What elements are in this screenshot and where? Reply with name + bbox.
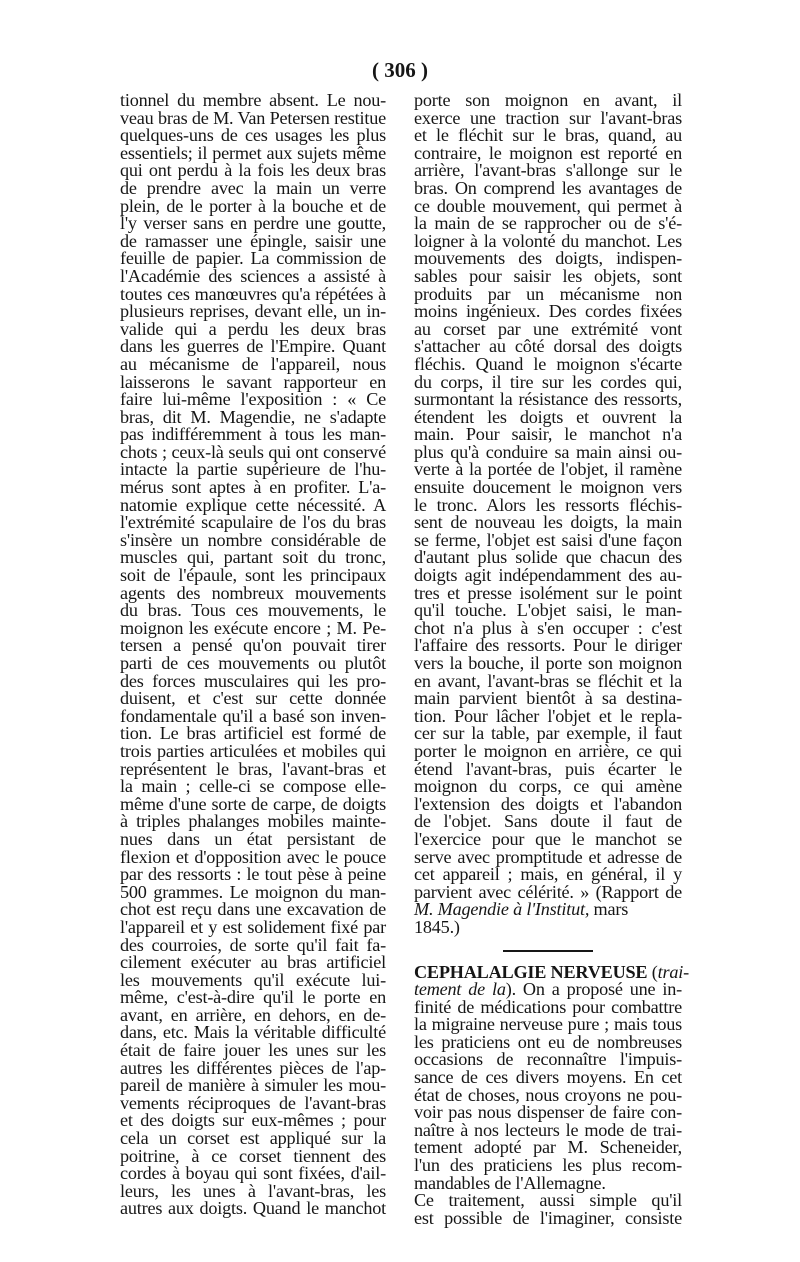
text-line: et des doigts sur eux-mêmes ; pour — [120, 1110, 386, 1131]
text-line: autres les différentes pièces de l'ap- — [120, 1057, 386, 1078]
text-line: tionnel du membre absent. Le nou- — [120, 90, 386, 110]
text-line: l'exercice pour que le manchot se — [414, 828, 682, 849]
text-line: plusieurs reprises, devant elle, un in- — [120, 301, 386, 322]
text-line: état de choses, nous croyons ne pou- — [414, 1084, 682, 1105]
text-line: du corps, il tire sur les cordes qui, — [414, 371, 682, 392]
text-line: sables pour saisir les objets, sont — [414, 265, 682, 286]
text-line: l'affaire des ressorts. Pour le diriger — [414, 635, 682, 656]
text-line: mouvements des doigts, indispen- — [414, 248, 682, 269]
text-line: qu'il touche. L'objet saisi, le man- — [414, 600, 682, 621]
section-subtitle-cont: tement de la — [414, 979, 506, 1000]
text-line: natomie explique cette nécessité. A — [120, 494, 386, 515]
text-line: tersen a pensé qu'on pouvait tirer — [120, 635, 386, 656]
section-subtitle-open: ( — [647, 961, 658, 982]
text-line: soit de l'épaule, sont les principaux — [120, 565, 386, 586]
text-line: autres aux doigts. Quand le manchot — [120, 1198, 386, 1219]
text-line: loigner à la volonté du manchot. Les — [414, 230, 682, 251]
section-body — [414, 996, 682, 1228]
text-line: doigts agit indépendamment des au- — [414, 565, 682, 586]
text-line: des courroies, de sorte qu'il fait fa- — [120, 934, 386, 955]
text-line: porte son moignon en avant, il — [414, 90, 682, 110]
text-line: toutes ces manœuvres qu'a répétées à — [120, 283, 386, 304]
text-line: même, c'est-à-dire qu'il le porte en — [120, 987, 386, 1008]
text-line: faire lui-même l'exposition : « Ce — [120, 389, 386, 410]
text-line: verte à la portée de l'objet, il ramène — [414, 459, 682, 480]
citation-tail: mars — [589, 899, 629, 920]
citation-year: 1845.) — [414, 916, 460, 937]
text-line: l'extension des doigts et l'abandon — [414, 793, 682, 814]
text-line: main. Pour saisir, le manchot n'a — [414, 424, 682, 445]
text-line: l'extrémité scapulaire de l'os du bras — [120, 512, 386, 533]
text-line: de ramasser une épingle, saisir une — [120, 230, 386, 251]
text-line: vements réciproques de l'avant-bras — [120, 1092, 386, 1113]
text-line: de prendre avec la main un verre — [120, 177, 386, 198]
text-line: naître à nos lecteurs le mode de trai- — [414, 1119, 682, 1140]
text-line: représentent le bras, l'avant-bras et — [120, 758, 386, 779]
text-line: chot n'a plus à s'en occuper : c'est — [414, 617, 682, 638]
text-line: et le fléchit sur le bras, quand, au — [414, 125, 682, 146]
text-line: l'un des praticiens les plus recom- — [414, 1155, 682, 1176]
text-line: cordes à boyau qui sont fixées, d'ail- — [120, 1163, 386, 1184]
text-line: parvient avec célérité. » (Rapport de — [414, 881, 682, 902]
text-line: dans, etc. Mais la véritable difficulté — [120, 1022, 386, 1043]
text-line: intacte la partie supérieure de l'hu- — [120, 459, 386, 480]
text-line: étendent les doigts et ouvrent la — [414, 406, 682, 427]
text-line: produits par un mécanisme non — [414, 283, 682, 304]
text-line: voir pas nous dispenser de faire con- — [414, 1102, 682, 1123]
text-line: était de faire jouer les unes sur les — [120, 1040, 386, 1061]
text-line: feuille de papier. La commission de — [120, 248, 386, 269]
text-line: chots ; ceux-là seuls qui ont conservé — [120, 441, 386, 462]
text-line: la main ; celle-ci se compose elle- — [120, 776, 386, 797]
text-line: sent de nouveau les doigts, la main — [414, 512, 682, 533]
text-line: main parvient bientôt à sa destina- — [414, 688, 682, 709]
text-line: s'insère un nombre considérable de — [120, 529, 386, 550]
text-line: se ferme, l'objet est saisi d'une façon — [414, 529, 682, 550]
text-line: mandables de l'Allemagne. — [414, 1172, 606, 1193]
text-line: la main de se rapprocher ou de s'é- — [414, 213, 682, 234]
text-line: ce double mouvement, qui permet à — [414, 195, 682, 216]
right-column — [414, 90, 689, 1228]
text-line: en avant, l'avant-bras se fléchit et la — [414, 670, 682, 691]
text-line: Ce traitement, aussi simple qu'il — [414, 1190, 682, 1211]
text-line: tion. Le bras artificiel est formé de — [120, 723, 386, 744]
text-line: bras. On comprend les avantages de — [414, 177, 682, 198]
text-line: parti de ces mouvements ou plutôt — [120, 653, 386, 673]
text-line: trois parties articulées et mobiles qui — [120, 740, 386, 761]
text-line: même d'une sorte de carpe, de doigts — [120, 793, 386, 814]
text-line: avant, en arrière, en dehors, en de- — [120, 1004, 386, 1025]
section-subtitle: trai- — [657, 961, 689, 982]
text-line: exerce une traction sur l'avant-bras — [414, 107, 682, 128]
right-column-continuation — [414, 92, 682, 901]
text-line: 500 grammes. Le moignon du man- — [120, 881, 386, 902]
text-line: porter le moignon en arrière, ce qui — [414, 740, 682, 761]
text-line: veau bras de M. Van Petersen restitue — [120, 107, 386, 128]
text-line: moignon du corps, ce qui amène — [414, 776, 682, 797]
text-line: plus qu'à conduire sa main ainsi ou- — [414, 441, 682, 462]
section-line-2-text: ). On a proposé une in- — [505, 979, 682, 1000]
text-line: vers la bouche, il porte son moignon — [414, 653, 682, 673]
section-divider — [503, 950, 593, 952]
text-line: l'appareil et y est solidement fixé par — [120, 916, 386, 937]
text-line: pas indifféremment à tous les man- — [120, 424, 386, 445]
text-line: au corset par une extrémité vont — [414, 318, 682, 339]
left-column — [120, 92, 386, 1218]
text-line: fléchis. Quand le moignon s'écarte — [414, 353, 682, 374]
text-line: finité de médications pour combattre — [414, 996, 682, 1017]
text-line: les praticiens ont eu de nombreuses — [414, 1031, 682, 1052]
text-line: leurs, les unes à l'avant-bras, les — [120, 1180, 386, 1201]
text-line: des forces musculaires qui les pro- — [120, 670, 386, 691]
text-line: surmontant la résistance des ressorts, — [414, 389, 682, 410]
text-line: moignon les exécute encore ; M. Pe- — [120, 617, 386, 638]
text-line: serve avec promptitude et adresse de — [414, 846, 682, 867]
text-line: qui ont perdu à la fois les deux bras — [120, 160, 386, 181]
text-line: essentiels; il permet aux sujets même — [120, 142, 386, 163]
text-line: le tronc. Alors les ressorts fléchis- — [414, 494, 682, 515]
text-line: nues dans un état persistant de — [120, 828, 386, 849]
text-line: arrière, l'avant-bras s'allonge sur le — [414, 160, 682, 181]
text-line: l'y verser sans en perdre une goutte, — [120, 213, 386, 234]
text-line: laisserons le savant rapporteur en — [120, 371, 386, 392]
text-line: dans les guerres de l'Empire. Quant — [120, 336, 386, 357]
text-line: fondamentale qu'il a basé son inven- — [120, 705, 386, 726]
page-number: ( 306 ) — [372, 58, 428, 82]
text-line: moins ingénieux. Des cordes fixées — [414, 301, 682, 322]
text-line: mérus sont aptes à en profiter. L'a- — [120, 477, 386, 498]
text-line: contraire, le moignon est reporté en — [414, 142, 682, 163]
text-line: duisent, et c'est sur cette donnée — [120, 688, 386, 709]
text-line: poitrine, à ce corset tiennent des — [120, 1145, 386, 1166]
text-line: d'autant plus solide que chacun des — [414, 547, 682, 568]
text-line: cet appareil ; mais, en général, il y — [414, 864, 682, 885]
text-line: à triples phalanges mobiles mainte- — [120, 811, 386, 832]
text-line: de l'objet. Sans doute il faut de — [414, 811, 682, 832]
text-line: quelques-uns de ces usages les plus — [120, 125, 386, 146]
text-line: l'Académie des sciences a assisté à — [120, 265, 386, 286]
text-line: tion. Pour lâcher l'objet et le repla- — [414, 705, 682, 726]
text-line: ensuite doucement le moignon vers — [414, 477, 682, 498]
text-line: pareil de manière à simuler les mou- — [120, 1075, 386, 1096]
text-line: tres et presse isolément sur le point — [414, 582, 682, 603]
text-line: tement adopté par M. Scheneider, — [414, 1137, 682, 1158]
text-line: étend l'avant-bras, puis écarter le — [414, 758, 682, 779]
text-line: au mécanisme de l'appareil, nous — [120, 353, 386, 374]
text-line: du bras. Tous ces mouvements, le — [120, 600, 386, 621]
text-line: par des ressorts : le tout pèse à peine — [120, 864, 386, 885]
text-line: muscles qui, partant soit du tronc, — [120, 547, 386, 568]
section-heading: CEPHALALGIE NERVEUSE — [414, 961, 648, 982]
text-line: chot est reçu dans une excavation de — [120, 899, 386, 920]
text-line: agents des nombreux mouvements — [120, 582, 386, 603]
text-line: est possible de l'imaginer, consiste — [414, 1207, 682, 1228]
text-line: s'attacher au côté dorsal des doigts — [414, 336, 682, 357]
text-line: plein, de le porter à la bouche et de — [120, 195, 386, 216]
text-line: cela un corset est appliqué sur la — [120, 1128, 386, 1149]
text-line: cer sur la table, par exemple, il faut — [414, 723, 682, 744]
text-line: bras, dit M. Magendie, ne s'adapte — [120, 406, 386, 427]
text-line: flexion et d'opposition avec le pouce — [120, 846, 386, 867]
text-line: sance de ces divers moyens. En cet — [414, 1067, 682, 1088]
text-line: occasions de reconnaître l'impuis- — [414, 1049, 682, 1070]
citation-italic: M. Magendie à l'Institut, — [414, 899, 590, 920]
text-line: cilement exécuter au bras artificiel — [120, 952, 386, 973]
text-line: la migraine nerveuse pure ; mais tous — [414, 1014, 682, 1035]
text-line: les mouvements qu'il exécute lui- — [120, 969, 386, 990]
text-line: valide qui a perdu les deux bras — [120, 318, 386, 339]
